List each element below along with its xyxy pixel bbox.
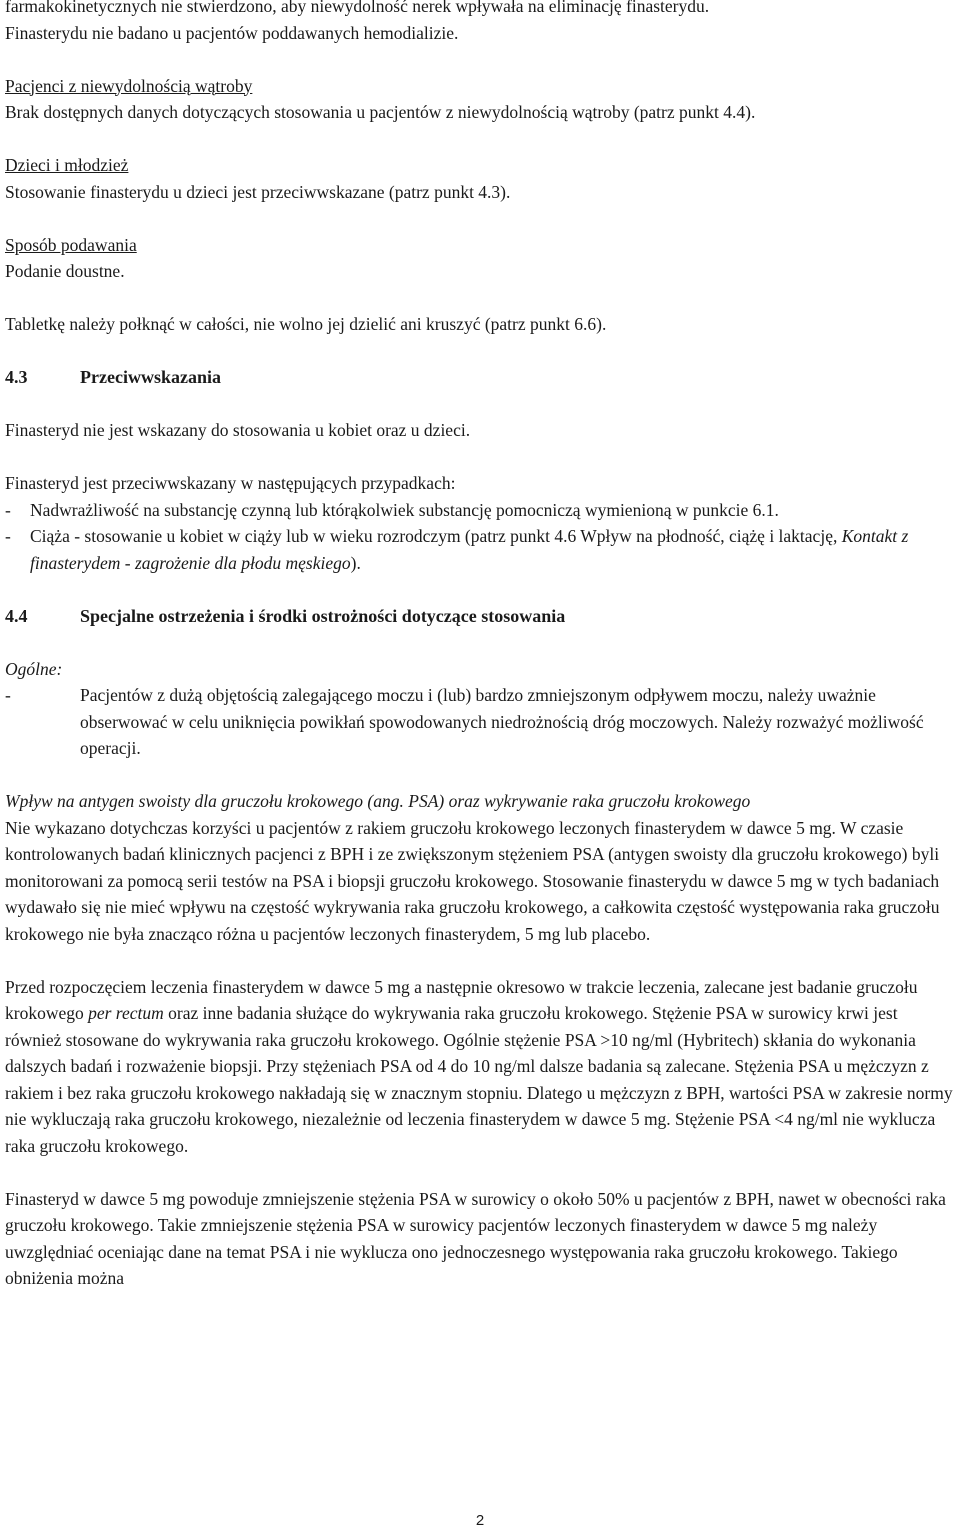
list-item-text-end: ). [350,552,361,573]
paragraph-psa-1: Nie wykazano dotychczas korzyści u pacjentów z rakiem gruczołu krokowego leczonych finasterydem w dawce 5 mg. W czasie kontrolowanych badań klinicznych pacjenci z BPH i ze zwiększonym stężeniem PSA (antygen swoisty dla gruczołu krokowego) byli monitorowani za pomocą serii testów na PSA i biopsji gruczołu krokowego. Stosowanie finasterydu w dawce 5 mg w tych badaniach wydawało się nie mieć wpływu na częstość wykrywania raka gruczołu krokowego, a całkowita częstość występowania raka gruczołu krokowego nie była znacząco różna u pacjentów leczonych finasterydem, 5 mg lub placebo. [5,817,940,944]
section-number: 4.3 [5,367,28,387]
list-item-text: Pacjentów z dużą objętością zalegającego moczu i (lub) bardzo zmniejszonym odpływem moczu, należy uważnie obserwować w celu uniknięcia powikłań spowodowanych niedrożnością dróg moczowych. Należy rozważyć możliwość operacji. [80,685,924,758]
paragraph-contraindication-2: Finasteryd jest przeciwwskazany w następujących przypadkach: [5,473,456,493]
page-number: 2 [475,1512,485,1529]
paragraph-administration: Podanie doustne. [5,261,125,281]
list-item [5,682,957,762]
text-line: Finasterydu nie badano u pacjentów poddawanych hemodializie. [5,22,459,43]
list-item-text-italic: Kontakt z finasterydem - zagrożenie dla płodu męskiego [30,526,909,573]
section-heading-4-3 [5,364,957,391]
section-number: 4.4 [5,605,28,626]
paragraph-administration-2: Tabletkę należy połknąć w całości, nie wolno jej dzielić ani kruszyć (patrz punkt 6.6). [5,314,607,334]
subsection-title-children: Dzieci i młodzież [5,155,129,175]
subsection-title-liver: Pacjenci z niewydolnością wątroby [5,75,253,96]
text-line: farmakokinetycznych nie stwierdzono, aby niewydolność nerek wpływała na eliminację finasterydu. [5,0,710,16]
paragraph-liver: Brak dostępnych danych dotyczących stosowania u pacjentów z niewydolnością wątroby (patrz punkt 4.4). [5,102,756,122]
paragraph-psa-2 [5,974,957,1160]
paragraph-psa-3: Finasteryd w dawce 5 mg powoduje zmniejszenie stężenia PSA w surowicy o około 50% u pacjentów z BPH, nawet w obecności raka gruczołu krokowego. Takie zmniejszenie stężenia PSA w surowicy pacjentów leczonych finasterydem w dawce 5 mg należy uwzględniać oceniając dane na temat PSA i nie wyklucza ono jednoczesnego występowania raka gruczołu krokowego. Takiego obniżenia można [5,1188,946,1288]
section-title: Przeciwwskazania [80,367,221,387]
list-item [5,523,957,576]
paragraph-children: Stosowanie finasterydu u dzieci jest przeciwwskazane (patrz punkt 4.3). [5,181,511,202]
list-item-text: Nadwrażliwość na substancję czynną lub którąkolwiek substancję pomocniczą wymienioną w punkcie 6.1. [30,499,779,520]
subsection-title-general: Ogólne: [5,658,63,679]
list-dash: - [5,685,11,705]
list-item [5,497,957,524]
text-span-italic: per rectum [88,1003,164,1023]
list-item-text-plain: Ciąża - stosowanie u kobiet w ciąży lub w wieku rozrodczym (patrz punkt 4.6 Wpływ na płodność, ciążę i laktację, [30,526,842,546]
section-heading-4-4 [5,603,957,630]
text-span: oraz inne badania służące do wykrywania raka gruczołu krokowego. Stężenie PSA w surowicy krwi jest również stosowane do wykrywania raka gruczołu krokowego. Ogólnie stężenie PSA >10 ng/ml (Hybritech) skłania do wykonania dalszych badań i rozważenie biopsji. Przy stężeniach PSA od 4 do 10 ng/ml dalsze badania są zalecane. Stężenia PSA u mężczyzn z rakiem i bez raka gruczołu krokowego nakładają się w znacznym stopniu. Dlatego u mężczyzn z BPH, wartości PSA w zakresie normy nie wykluczają raka gruczołu krokowego, niezależnie od leczenia finasterydem w dawce 5 mg. Stężenie PSA <4 ng/ml nie wyklucza raka gruczołu krokowego. [5,1003,953,1156]
document-page [5,0,957,1292]
text-span: Przed rozpoczęciem leczenia finasterydem w dawce 5 mg a następnie okresowo w trakcie leczenia, zalecane jest badanie gruczołu krokowego [5,976,918,1023]
paragraph-contraindication-1: Finasteryd nie jest wskazany do stosowania u kobiet oraz u dzieci. [5,420,471,440]
subsection-title-administration: Sposób podawania [5,234,137,255]
subsection-title-psa: Wpływ na antygen swoisty dla gruczołu krokowego (ang. PSA) oraz wykrywanie raka gruczołu krokowego [5,791,751,811]
list-dash: - [5,499,11,520]
section-title: Specjalne ostrzeżenia i środki ostrożności dotyczące stosowania [80,605,566,626]
list-dash: - [5,526,11,546]
list-item-text [30,523,957,576]
